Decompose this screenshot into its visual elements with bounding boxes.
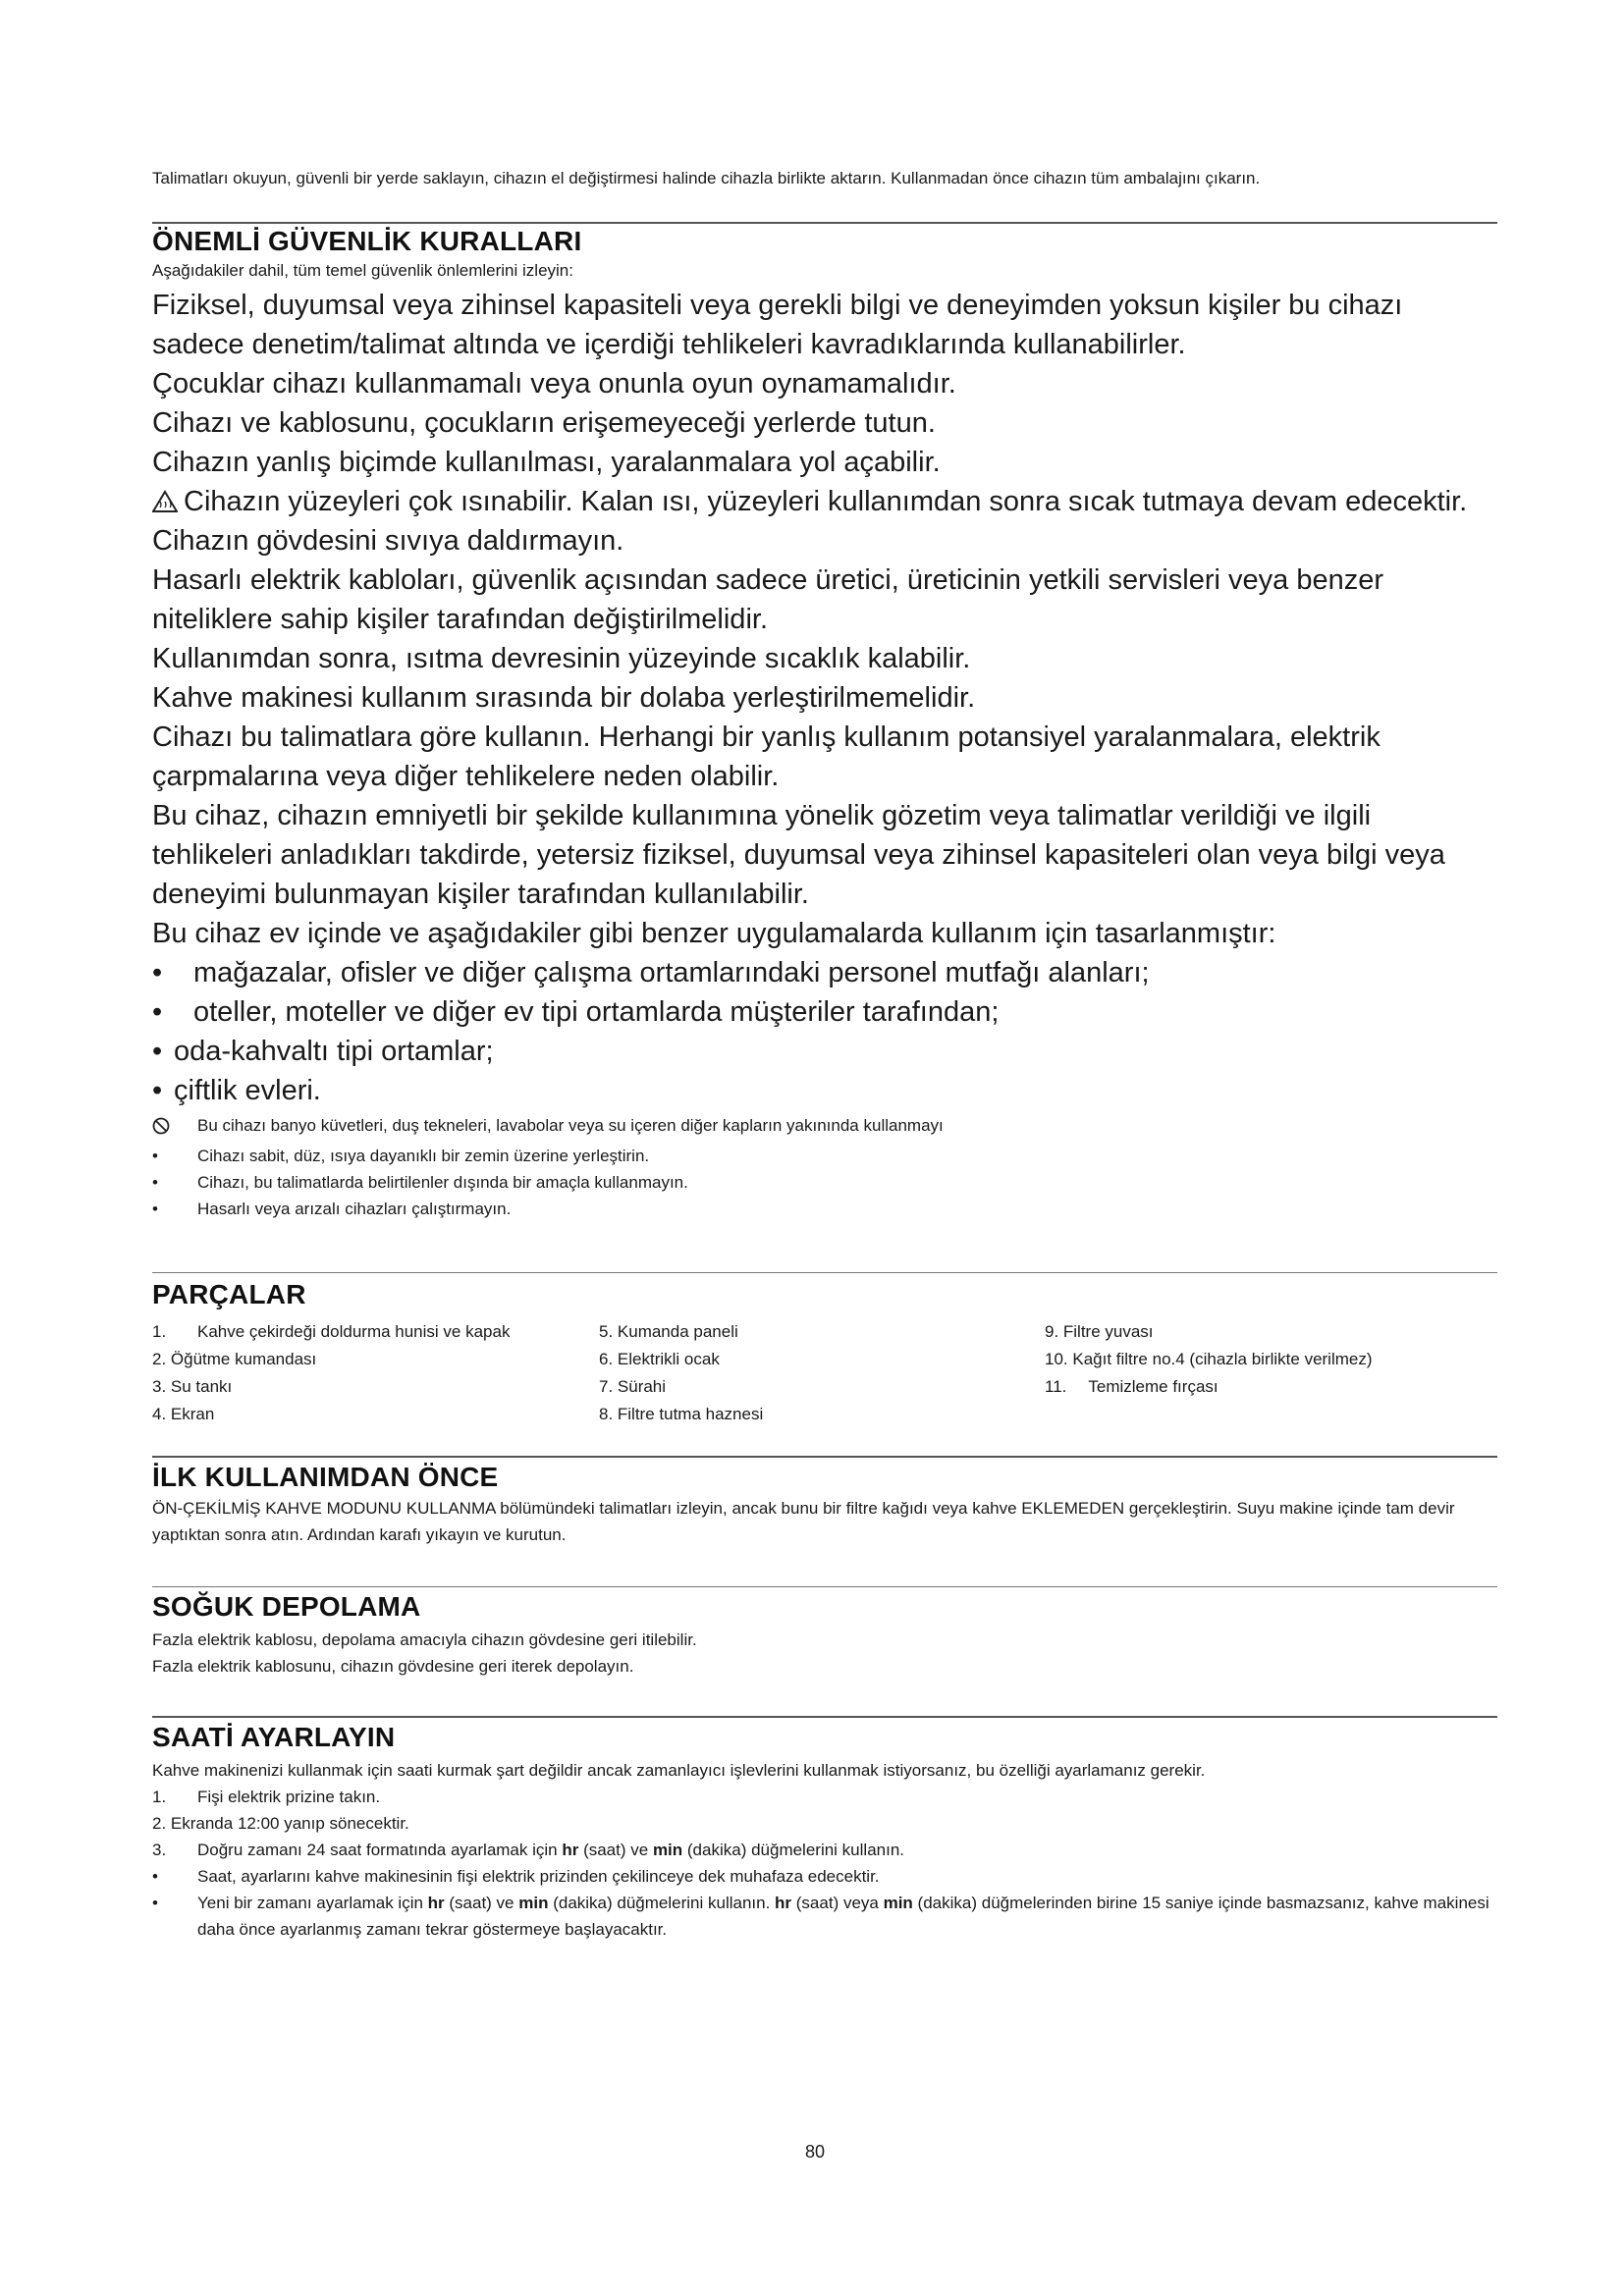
safety-para: Kahve makinesi kullanım sırasında bir dolaba yerleştirilmemelidir. bbox=[152, 682, 976, 714]
clock-title: SAATİ AYARLAYIN bbox=[152, 1722, 396, 1752]
parts-list bbox=[152, 1318, 1497, 1428]
safety-para: Cihazı ve kablosunu, çocukların erişemeyeceği yerlerde tutun. bbox=[152, 407, 936, 439]
list-item: • Hasarlı veya arızalı cihazları çalıştırmayın. bbox=[152, 1200, 512, 1218]
intro-text: Talimatları okuyun, güvenli bir yerde saklayın, cihazın el değiştirmesi halinde cihazla birlikte aktarın. Kullanmadan önce cihazın tüm ambalajını çıkarın. bbox=[152, 169, 1261, 187]
list-item: • Saat, ayarlarını kahve makinesinin fişi elektrik prizinden çekilinceye dek muhafaza edecektir. bbox=[152, 1867, 880, 1886]
parts-section bbox=[152, 1272, 1497, 1428]
list-item: • oteller, moteller ve diğer ev tipi ortamlarda müşteriler tarafından; bbox=[152, 996, 1000, 1028]
prohibited-icon bbox=[152, 1117, 170, 1135]
section-divider bbox=[152, 222, 1497, 224]
list-item: 3. Su tankı bbox=[152, 1377, 233, 1396]
safety-para: Hasarlı elektrik kabloları, güvenlik açısından sadece üretici, üreticinin yetkili servisleri veya benzer niteliklere sahip kişiler tarafından değiştirilmelidir. bbox=[152, 564, 1383, 635]
safety-para: Kullanımdan sonra, ısıtma devresinin yüzeyinde sıcaklık kalabilir. bbox=[152, 643, 971, 674]
list-item: 9. Filtre yuvası bbox=[1045, 1322, 1154, 1341]
hot-surface-warning bbox=[152, 482, 1497, 521]
safety-subtitle: Aşağıdakiler dahil, tüm temel güvenlik önlemlerini izleyin: bbox=[152, 261, 573, 280]
storage-title: SOĞUK DEPOLAMA bbox=[152, 1591, 421, 1622]
page-number: 80 bbox=[805, 2142, 826, 2162]
safety-para: Fiziksel, duyumsal veya zihinsel kapasiteli veya gerekli bilgi ve deneyimden yoksun kişiler bu cihazı sadece denetim/talimat altında ve içerdiği tehlikeleri kavradıklarında kullanabilirler. bbox=[152, 290, 1403, 360]
storage-line: Fazla elektrik kablosu, depolama amacıyla cihazın gövdesine geri itilebilir. bbox=[152, 1630, 697, 1649]
list-item: 2. Öğütme kumandası bbox=[152, 1350, 317, 1368]
list-item: 3. Doğru zamanı 24 saat formatında ayarlamak için hr (saat) ve min (dakika) düğmelerini kullanın. bbox=[152, 1841, 905, 1859]
safety-para: Çocuklar cihazı kullanmamalı veya onunla oyun oynamamalıdır. bbox=[152, 368, 956, 400]
section-divider bbox=[152, 1716, 1497, 1718]
prohibited-item: Bu cihazı banyo küvetleri, duş tekneleri, lavabolar veya su içeren diğer kapların yakınında kullanmayı bbox=[152, 1112, 1497, 1143]
list-item: 8. Filtre tutma haznesi bbox=[599, 1405, 764, 1423]
safety-para: Bu cihaz ev içinde ve aşağıdakiler gibi benzer uygulamalarda kullanım için tasarlanmıştır: bbox=[152, 918, 1276, 949]
storage-section bbox=[152, 1586, 1497, 1680]
list-item: 4. Ekran bbox=[152, 1405, 215, 1423]
list-item: 1. Kahve çekirdeği doldurma hunisi ve kapak bbox=[152, 1322, 511, 1341]
warning-text: Cihazın yüzeyleri çok ısınabilir. Kalan ısı, yüzeyleri kullanımdan sonra sıcak tutmaya devam edecektir. bbox=[184, 486, 1468, 517]
safety-title: ÖNEMLİ GÜVENLİK KURALLARI bbox=[152, 226, 582, 256]
section-divider bbox=[152, 1272, 1497, 1273]
safety-para: Cihazın gövdesini sıvıya daldırmayın. bbox=[152, 525, 624, 557]
list-item: 6. Elektrikli ocak bbox=[599, 1350, 720, 1368]
list-item: 2. Ekranda 12:00 yanıp sönecektir. bbox=[152, 1814, 409, 1833]
safety-para: Cihazın yanlış biçimde kullanılması, yaralanmalara yol açabilir. bbox=[152, 447, 941, 478]
list-item: 5. Kumanda paneli bbox=[599, 1322, 738, 1341]
clock-section bbox=[152, 1716, 1497, 1943]
safety-section bbox=[152, 222, 1497, 1222]
list-item: • çiftlik evleri. bbox=[152, 1075, 321, 1106]
hot-surface-icon bbox=[152, 490, 178, 513]
storage-line: Fazla elektrik kablosunu, cihazın gövdesine geri iterek depolayın. bbox=[152, 1657, 634, 1676]
list-item: • Cihazı, bu talimatlarda belirtilenler dışında bir amaçla kullanmayın. bbox=[152, 1173, 688, 1192]
clock-intro: Kahve makinenizi kullanmak için saati kurmak şart değildir ancak zamanlayıcı işlevlerini kullanmak istiyorsanız, bu özelliği ayarlamanız gerekir. bbox=[152, 1761, 1206, 1780]
list-item: • mağazalar, ofisler ve diğer çalışma ortamlarındaki personel mutfağı alanları; bbox=[152, 957, 1150, 988]
first-use-text: ÖN-ÇEKİLMİŞ KAHVE MODUNU KULLANMA bölümündeki talimatları izleyin, ancak bunu bir filtre kağıdı veya kahve EKLEMEDEN gerçekleştirin. Suyu makine içinde tam devir yaptıktan sonra atın. Ardından karafı yıkayın ve kurutun. bbox=[152, 1499, 1455, 1544]
safety-para: Bu cihaz, cihazın emniyetli bir şekilde kullanımına yönelik gözetim veya talimatlar verildiği ve ilgili tehlikeleri anladıkları takdirde, yetersiz fiziksel, duyumsal veya zihinsel kapasiteleri olan veya bilgi veya deneyimi bulunmayan kişiler tarafından kullanılabilir. bbox=[152, 800, 1445, 910]
parts-title: PARÇALAR bbox=[152, 1279, 306, 1309]
list-item: 11. Temizleme fırçası bbox=[1045, 1377, 1218, 1396]
list-item: • Yeni bir zamanı ayarlamak için hr (saat) ve min (dakika) düğmelerini kullanın. hr (saat) veya min (dakika) düğmelerinden birine 15 saniye içinde basmazsanız, kahve makinesi daha önce ayarlanmış zamanı tekrar göstermeye başlayacaktır. bbox=[152, 1894, 1489, 1939]
list-item: • Cihazı sabit, düz, ısıya dayanıklı bir zemin üzerine yerleştirin. bbox=[152, 1147, 650, 1165]
first-use-title: İLK KULLANIMDAN ÖNCE bbox=[152, 1462, 499, 1492]
list-item: 7. Sürahi bbox=[599, 1377, 667, 1396]
section-divider bbox=[152, 1456, 1497, 1458]
list-item: 10. Kağıt filtre no.4 (cihazla birlikte verilmez) bbox=[1045, 1350, 1373, 1368]
section-divider bbox=[152, 1586, 1497, 1587]
first-use-section bbox=[152, 1456, 1497, 1548]
safety-para: Cihazı bu talimatlara göre kullanın. Herhangi bir yanlış kullanım potansiyel yaralanmalara, elektrik çarpmalarına veya diğer tehlikelere neden olabilir. bbox=[152, 721, 1380, 792]
list-item: 1. Fişi elektrik prizine takın. bbox=[152, 1788, 381, 1806]
list-item: • oda-kahvaltı tipi ortamlar; bbox=[152, 1036, 494, 1067]
